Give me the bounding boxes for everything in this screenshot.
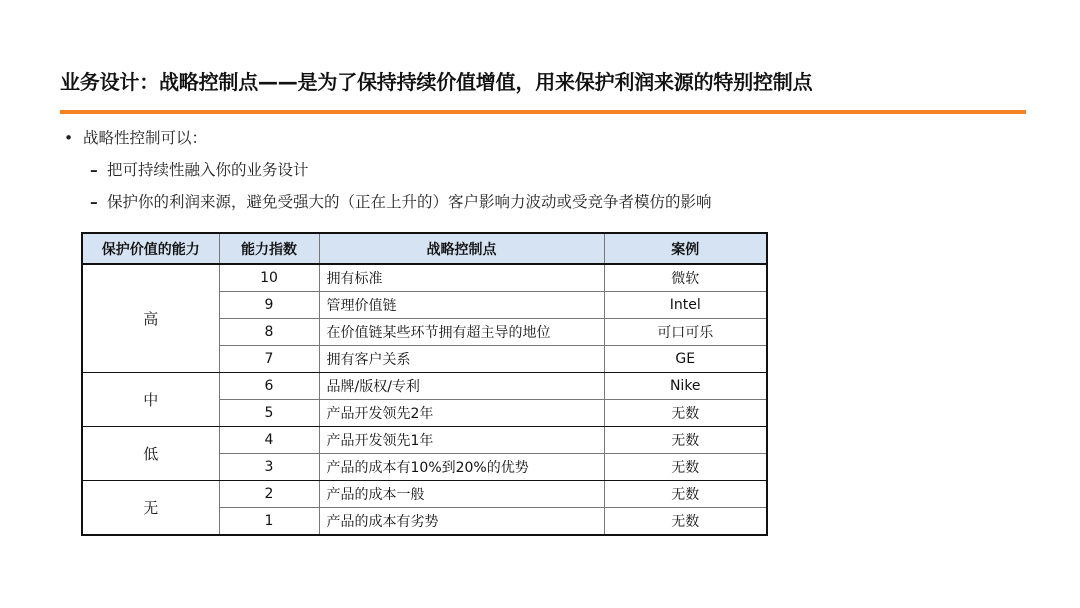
control-point-cell: 产品开发领先1年 xyxy=(319,427,604,454)
dash-icon: – xyxy=(90,161,98,179)
table-header-row xyxy=(82,233,767,264)
index-cell: 6 xyxy=(219,373,319,400)
header-capability: 保护价值的能力 xyxy=(82,233,219,264)
index-cell: 2 xyxy=(219,481,319,508)
control-point-cell: 在价值链某些环节拥有超主导的地位 xyxy=(319,319,604,346)
header-control-point: 战略控制点 xyxy=(319,233,604,264)
table-row xyxy=(82,373,767,400)
index-cell: 5 xyxy=(219,400,319,427)
slide-title: 业务设计：战略控制点——是为了保持持续价值增值，用来保护利润来源的特别控制点 xyxy=(60,70,813,94)
level-cell-high: 高 xyxy=(82,264,219,373)
control-point-cell: 管理价值链 xyxy=(319,292,604,319)
control-point-cell: 拥有标准 xyxy=(319,264,604,292)
bullet-main-text: 战略性控制可以： xyxy=(83,129,208,147)
case-cell: 无数 xyxy=(604,454,767,481)
bullet-dot-icon: • xyxy=(64,129,74,147)
bullet-sub-text: 把可持续性融入你的业务设计 xyxy=(107,161,309,179)
level-cell-low: 低 xyxy=(82,427,219,481)
table-row xyxy=(82,264,767,292)
index-cell: 8 xyxy=(219,319,319,346)
index-cell: 9 xyxy=(219,292,319,319)
bullet-list xyxy=(64,127,712,223)
bullet-sub-1 xyxy=(64,159,712,191)
case-cell: 微软 xyxy=(604,264,767,292)
level-cell-none: 无 xyxy=(82,481,219,536)
index-cell: 7 xyxy=(219,346,319,373)
control-point-cell: 品牌/版权/专利 xyxy=(319,373,604,400)
case-cell: Nike xyxy=(604,373,767,400)
case-cell: 无数 xyxy=(604,400,767,427)
dash-icon: – xyxy=(90,193,98,211)
case-cell: 无数 xyxy=(604,481,767,508)
index-cell: 10 xyxy=(219,264,319,292)
index-cell: 1 xyxy=(219,508,319,536)
control-point-cell: 产品的成本有10%到20%的优势 xyxy=(319,454,604,481)
case-cell: GE xyxy=(604,346,767,373)
case-cell: 无数 xyxy=(604,508,767,536)
case-cell: Intel xyxy=(604,292,767,319)
header-case: 案例 xyxy=(604,233,767,264)
table-row xyxy=(82,427,767,454)
level-cell-medium: 中 xyxy=(82,373,219,427)
strategic-control-table xyxy=(81,232,768,536)
control-point-cell: 产品的成本一般 xyxy=(319,481,604,508)
index-cell: 3 xyxy=(219,454,319,481)
title-underline xyxy=(60,110,1026,114)
control-point-cell: 拥有客户关系 xyxy=(319,346,604,373)
header-index: 能力指数 xyxy=(219,233,319,264)
control-point-cell: 产品开发领先2年 xyxy=(319,400,604,427)
table-row xyxy=(82,481,767,508)
case-cell: 可口可乐 xyxy=(604,319,767,346)
bullet-sub-text: 保护你的利润来源，避免受强大的（正在上升的）客户影响力波动或受竞争者模仿的影响 xyxy=(107,193,712,211)
bullet-main xyxy=(64,127,712,159)
case-cell: 无数 xyxy=(604,427,767,454)
control-point-cell: 产品的成本有劣势 xyxy=(319,508,604,536)
index-cell: 4 xyxy=(219,427,319,454)
bullet-sub-2 xyxy=(64,191,712,223)
